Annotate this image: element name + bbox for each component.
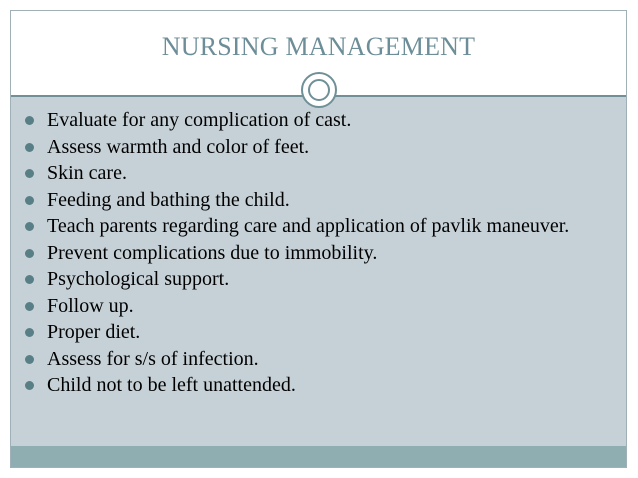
bullet-icon — [25, 222, 34, 231]
bullet-icon — [25, 275, 34, 284]
bullet-icon — [25, 249, 34, 258]
bullet-text: Assess for s/s of infection. — [47, 347, 259, 370]
footer-band — [11, 446, 626, 468]
bullet-text: Proper diet. — [47, 321, 141, 343]
bullet-icon — [25, 143, 34, 152]
bullet-item — [23, 348, 613, 370]
bullet-item — [23, 215, 613, 237]
bullet-icon — [25, 328, 34, 337]
bullet-item — [23, 136, 613, 158]
bullet-item — [23, 268, 613, 290]
double-circle-ornament-icon — [301, 72, 337, 108]
bullet-text: Child not to be left unattended. — [47, 374, 296, 396]
bullet-icon — [25, 355, 34, 364]
bullet-item — [23, 321, 613, 343]
bullet-text: Evaluate for any complication of cast. — [47, 109, 352, 131]
bullet-icon — [25, 381, 34, 390]
bullet-item — [23, 162, 613, 184]
slide-title: NURSING MANAGEMENT — [161, 32, 476, 61]
bullet-icon — [25, 116, 34, 125]
bullet-item — [23, 189, 613, 211]
bullet-text: Psychological support. — [47, 268, 230, 290]
bullet-text: Follow up. — [47, 294, 134, 317]
bullet-text: Assess warmth and color of feet. — [47, 135, 310, 158]
slide — [10, 10, 627, 468]
bullet-text: Prevent complications due to immobility. — [47, 241, 378, 264]
bullet-icon — [25, 169, 34, 178]
bullet-list — [23, 109, 613, 401]
bullet-text: Feeding and bathing the child. — [47, 188, 290, 211]
bullet-icon — [25, 196, 34, 205]
bullet-item — [23, 295, 613, 317]
bullet-item — [23, 374, 613, 396]
bullet-text: Teach parents regarding care and application of pavlik maneuver. — [47, 215, 570, 237]
bullet-icon — [25, 302, 34, 311]
bullet-item — [23, 242, 613, 264]
bullet-text: Skin care. — [47, 162, 127, 184]
bullet-item — [23, 109, 613, 131]
inner-circle-icon — [308, 79, 330, 101]
